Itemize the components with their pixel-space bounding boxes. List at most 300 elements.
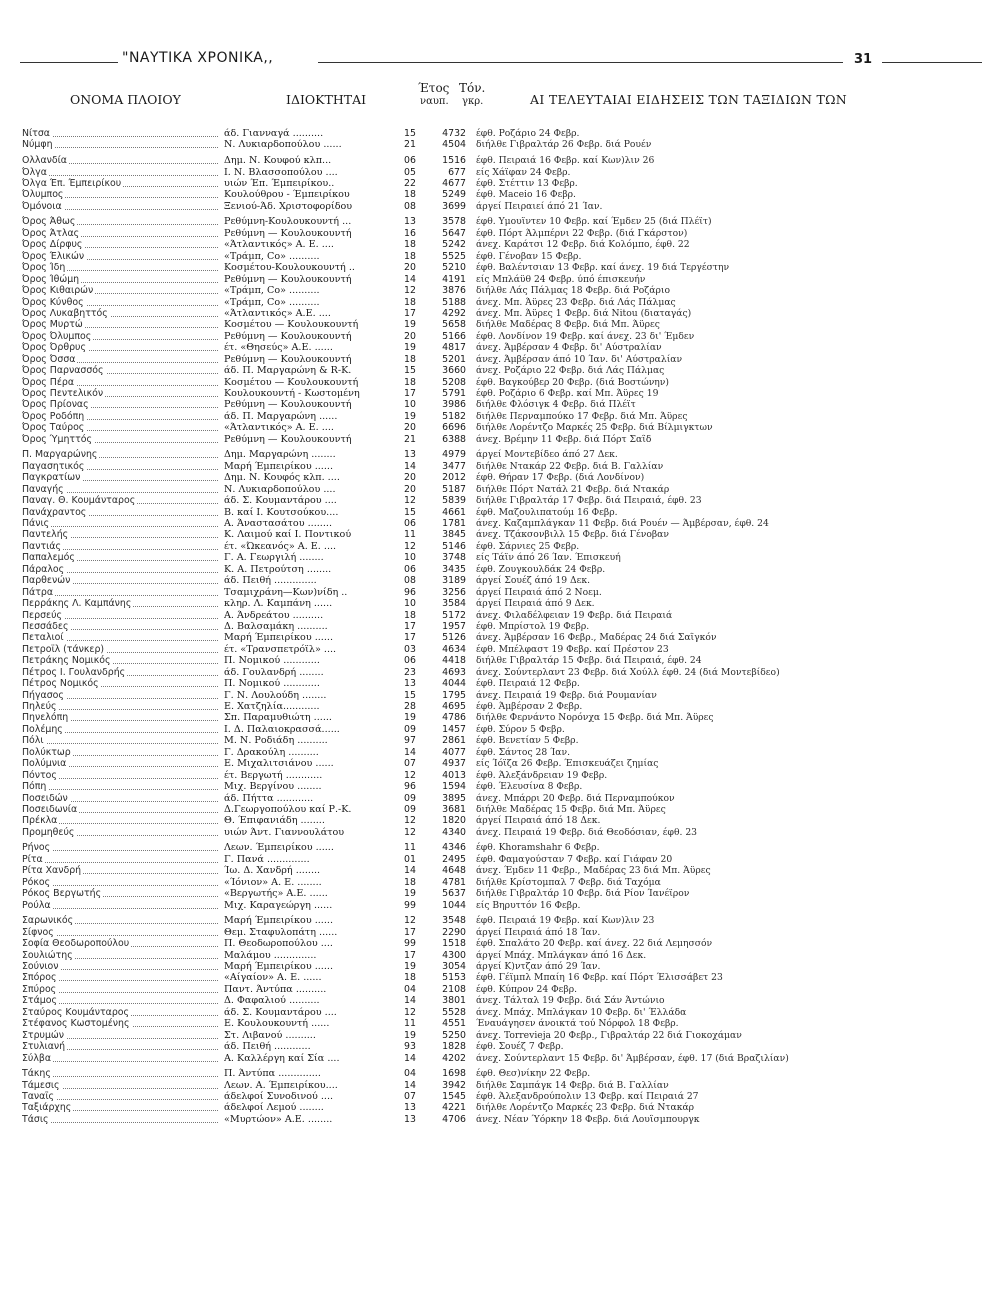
table-row	[22, 251, 982, 262]
ship-owner: Παντ. Άντύπα ..........	[224, 983, 327, 995]
ship-owner: «Τράμπ, Co» ..........	[224, 296, 320, 308]
voyage-news: διήλθε Πόρτ Νατάλ 21 Φεβρ. διά Ντακάρ	[476, 483, 670, 495]
letter-group	[22, 1068, 982, 1125]
gross-tons: 4346	[442, 842, 466, 854]
ship-owner: άδ. Γουλανδρή ........	[224, 666, 324, 678]
ship-name	[22, 365, 222, 376]
ship-owner: Ε. Μιχαλιτσιάνου ......	[224, 758, 334, 770]
build-year: 19	[404, 888, 416, 900]
ship-name	[22, 865, 222, 876]
gross-tons: 6696	[442, 422, 466, 434]
journal-title: "ΝΑΥΤΙΚΑ ΧΡΟΝΙΚΑ,,	[122, 50, 274, 66]
build-year: 06	[404, 518, 416, 529]
build-year: 14	[404, 746, 416, 758]
gross-tons: 5658	[442, 319, 466, 331]
build-year: 14	[404, 460, 416, 472]
table-row	[22, 495, 982, 506]
gross-tons: 5172	[442, 609, 466, 621]
voyage-news: έφθ. Έλευσίνα 8 Φεβρ.	[476, 781, 583, 793]
ship-name	[22, 495, 222, 506]
voyage-news: έφθ. Άλεξάνδρειαν 19 Φεβρ.	[476, 769, 608, 781]
build-year: 07	[404, 758, 416, 770]
gross-tons: 5188	[442, 296, 466, 308]
build-year: 13	[404, 216, 416, 228]
table-row	[22, 972, 982, 983]
ship-name	[22, 274, 222, 285]
gross-tons: 2495	[442, 853, 466, 865]
ship-owner: άδ. Π. Μαργαρώνη ......	[224, 410, 338, 422]
voyage-news: διήλθε Λάς Πάλμας 18 Φεβρ. διά Ροζάριο	[476, 285, 671, 297]
ship-owner: Π. Άντύπα ..............	[224, 1068, 321, 1080]
ship-name	[22, 1007, 222, 1018]
ship-name-text: Όρος Ύμηττός	[22, 433, 92, 445]
ship-owner: Ίω. Δ. Χανδρή ........	[224, 865, 321, 877]
table-row	[22, 735, 982, 746]
gross-tons: 4693	[442, 666, 466, 678]
table-row	[22, 927, 982, 938]
ship-owner: Ε. Χατζηλία............	[224, 701, 320, 712]
table-row	[22, 804, 982, 815]
ship-name	[22, 793, 222, 804]
ship-name	[22, 388, 222, 399]
gross-tons: 5791	[442, 388, 466, 399]
ship-name-text: Όρος Άθως	[22, 216, 76, 228]
voyage-news: έφθ. Φαμαγούσταν 7 Φεβρ. καί Γιάφαν 20	[476, 853, 673, 865]
table-column-headers	[22, 81, 982, 121]
build-year: 20	[404, 330, 416, 342]
gross-tons: 5126	[442, 632, 466, 644]
ship-owner: Θεμ. Σταφυλοπάτη ......	[224, 926, 338, 938]
voyage-news: άνεχ. Άμβέρσαν 4 Φεβρ. δι' Αύστραλίαν	[476, 342, 662, 354]
ship-name-text: Ταξιάρχης	[22, 1102, 72, 1114]
build-year: 12	[404, 540, 416, 552]
letter-group	[22, 216, 982, 445]
ship-owner: Ρεθύμνη-Κουλουκουντή ...	[224, 216, 352, 228]
build-year: 21	[404, 139, 416, 151]
ship-owner: Μ. Ν. Ροδιάδη ..........	[224, 735, 328, 747]
ship-name	[22, 712, 222, 723]
letter-group	[22, 915, 982, 1064]
table-row	[22, 1080, 982, 1091]
ship-owner: Λεων. Έμπειρίκου ......	[224, 842, 334, 854]
ship-name-text: Πάραλος	[22, 563, 65, 575]
ship-owner: άδ. Πειθή ............	[224, 1041, 311, 1053]
gross-tons: 3986	[442, 399, 466, 411]
table-row	[22, 1068, 982, 1079]
ship-name-text: Όμόνοια	[22, 200, 62, 212]
voyage-news: άνεχ. Άμβέρσαν άπό 10 Ίαν. δι' Αύστραλίαν	[476, 353, 683, 365]
ship-owner: έτ. «Ώκεανός» Α. Ε. ....	[224, 540, 337, 552]
table-row	[22, 877, 982, 888]
gross-tons: 3895	[442, 792, 466, 804]
letter-group	[22, 155, 982, 212]
voyage-news: άνεχ. Τζάκσονβιλλ 15 Φεβρ. διά Γένοβαν	[476, 529, 669, 541]
build-year: 08	[404, 575, 416, 587]
table-row	[22, 598, 982, 609]
voyage-news: άνεχ. Μπ. Άϋρες 23 Φεβρ. διά Λάς Πάλμας	[476, 296, 676, 308]
ship-name	[22, 621, 222, 632]
build-year: 10	[404, 552, 416, 564]
ship-name	[22, 972, 222, 983]
build-year: 14	[404, 865, 416, 877]
ship-owner: Π. Νομικού ............	[224, 678, 320, 690]
ship-name-text: Όρος Δίρφυς	[22, 239, 83, 251]
gross-tons: 1518	[442, 938, 466, 950]
ship-owner: έτ. Βεργωτή ............	[224, 769, 323, 781]
table-row	[22, 167, 982, 178]
ship-name-text: Ρούλα	[22, 899, 51, 911]
table-row	[22, 434, 982, 445]
build-year: 10	[404, 598, 416, 610]
ship-owner: «Άτλαντικός» Α.Ε. ....	[224, 307, 331, 319]
ship-owner: Ι. Δ. Παλαιοκρασσά......	[224, 723, 340, 735]
ship-owner: Λεων. Α. Έμπειρίκου....	[224, 1079, 338, 1091]
ship-name	[22, 297, 222, 308]
ship-owner: υιών Άντ. Γιαννουλάτου	[224, 826, 345, 838]
ship-name-text: Παντιάς	[22, 540, 61, 552]
ship-owner: «Άτλαντικός» Α. Ε. ....	[224, 239, 334, 251]
ship-name-text: Όρος Ταύρος	[22, 422, 85, 434]
ship-name-text: Όρος Ροδόπη	[22, 410, 85, 422]
table-row	[22, 938, 982, 949]
ship-owner: Ρεθύμνη — Κουλουκουντή	[224, 353, 352, 365]
ship-owner: Γ. Ν. Λουλούδη ........	[224, 689, 327, 701]
voyage-news: έφθ. Khoramshahr 6 Φεβρ.	[476, 842, 600, 854]
build-year: 21	[404, 433, 416, 445]
ship-name	[22, 541, 222, 552]
voyage-news: άνεχ. Σούντερλαντ 23 Φεβρ. διά Χούλλ έφθ. 24 (διά Μοντεβίδεο)	[476, 666, 780, 678]
ship-name	[22, 552, 222, 563]
voyage-news: έφθ. Άμβέρσαν 2 Φεβρ.	[476, 701, 583, 712]
voyage-news: διήλθε Λορέντζο Μαρκές 23 Φεβρ. διά Ντακάρ	[476, 1102, 695, 1114]
voyage-news: διήλθε Κρίστομπαλ 7 Φεβρ. διά Ταχόμα	[476, 876, 661, 888]
ship-name-text: Τάμεσις	[22, 1079, 60, 1091]
build-year: 18	[404, 296, 416, 308]
ship-name	[22, 128, 222, 139]
voyage-news: διήλθε Φλόσιγκ 4 Φεβρ. διά Πλέϊτ	[476, 399, 636, 411]
gross-tons: 1820	[442, 815, 466, 827]
voyage-news: έφθ. Πόρτ Άλμπέρνι 22 Φεβρ. (διά Γκάρστον)	[476, 227, 688, 239]
build-year: 20	[404, 472, 416, 484]
voyage-news: έφθ. Μαζουλιπατούμ 16 Φεβρ.	[476, 506, 618, 518]
ship-owner: Θ. Έπιφανιάδη ........	[224, 815, 325, 827]
build-year: 99	[404, 938, 416, 950]
voyage-news: έφθ. Θήραν 17 Φεβρ. (διά Λονδίνον)	[476, 472, 645, 484]
ship-owner: «Αίγαίον» Α. Ε. ......	[224, 972, 322, 984]
voyage-news: άργεί Πειραιά άπό 18 Δεκ.	[476, 815, 601, 827]
ship-name-text: Νύμφη	[22, 139, 53, 151]
voyage-news: είς Τάϊν άπό 26 Ίαν. Έπισκευή	[476, 552, 621, 564]
ship-name-text: Όρος Κιθαιρών	[22, 285, 94, 297]
ship-name-text: Παγασητικός	[22, 460, 85, 472]
gross-tons: 3256	[442, 586, 466, 598]
ship-name-text: Πεταλιοί	[22, 632, 64, 644]
build-year: 12	[404, 285, 416, 297]
table-row	[22, 541, 982, 552]
voyage-news: έφθ. Πειραιά 19 Φεβρ. καί Κων)λιν 23	[476, 915, 655, 927]
build-year: 17	[404, 620, 416, 632]
ship-name-text: Πεσσάδες	[22, 620, 69, 632]
gross-tons: 3548	[442, 915, 466, 927]
ship-owner: «Μυρτώον» Α.Ε. ........	[224, 1113, 333, 1125]
build-year: 14	[404, 273, 416, 285]
gross-tons: 1698	[442, 1068, 466, 1080]
table-row	[22, 178, 982, 189]
gross-tons: 5647	[442, 227, 466, 239]
ship-owner: Δ. Φαφαλιού ..........	[224, 995, 320, 1007]
table-row	[22, 388, 982, 399]
voyage-news: άνεχ. Μπ. Άϋρες 1 Φεβρ. διά Nitou (διαταγάς)	[476, 307, 692, 319]
build-year: 18	[404, 189, 416, 201]
voyage-news: Έναυάγησεν άνοικτά τού Νόρφολ 18 Φεβρ.	[476, 1018, 679, 1030]
gross-tons: 5637	[442, 888, 466, 900]
voyage-news: άνεχ. Πειραιά 19 Φεβρ. διά Θεοδόσιαν, έφθ. 23	[476, 826, 698, 838]
ship-owner: Γ. Πανά ..............	[224, 853, 310, 865]
ship-owner: Μαρή Έμπειρίκου ......	[224, 915, 333, 927]
ship-name	[22, 927, 222, 938]
ship-owner: Κουλούθρου - Έμπειρίκου	[224, 189, 350, 201]
ship-name-text: Πέτρος Νομικός	[22, 678, 99, 690]
ship-name-text: Πόλι	[22, 735, 44, 747]
gross-tons: 3845	[442, 529, 466, 541]
build-year: 18	[404, 376, 416, 388]
gross-tons: 3801	[442, 995, 466, 1007]
table-row	[22, 888, 982, 899]
dot-leader	[22, 167, 218, 176]
ship-owner: Γ. Α. Γεωργιλή ........	[224, 552, 324, 564]
ship-name	[22, 422, 222, 433]
table-row	[22, 827, 982, 838]
ship-owner: Μαλάμου ..............	[224, 949, 317, 961]
ship-owner: Ρεθύμνη — Κουλουκουντή	[224, 330, 352, 342]
ship-name	[22, 804, 222, 815]
table-row	[22, 610, 982, 621]
ship-owner: Ι. Ν. Βλασσοπούλου ....	[224, 166, 338, 178]
ship-name	[22, 724, 222, 735]
header-voyage-news: ΑΙ ΤΕΛΕΥΤΑΙΑΙ ΕΙΔΗΣΕΙΣ ΤΩΝ ΤΑΞΙΔΙΩΝ ΤΩΝ	[530, 92, 848, 107]
ship-owner: Κοσμέτου — Κουλουκουντή	[224, 376, 359, 388]
ship-name-text: Όρος Λυκαβηττός	[22, 307, 108, 319]
ship-name-text: Όρος Παρνασσός	[22, 365, 104, 377]
ship-owner: Π. Νομικού ............	[224, 655, 320, 667]
ship-owner: άδ. Σ. Κουμαντάρου ....	[224, 1006, 337, 1018]
gross-tons: 1594	[442, 781, 466, 793]
ship-name-text: Όρος Όσσα	[22, 353, 76, 365]
ship-name	[22, 770, 222, 781]
build-year: 96	[404, 586, 416, 598]
voyage-news: έφθ. Γένοβαν 15 Φεβρ.	[476, 250, 582, 262]
build-year: 12	[404, 769, 416, 781]
ship-owner: άδελφοί Λεμού ........	[224, 1102, 324, 1114]
build-year: 11	[404, 842, 416, 854]
gross-tons: 4786	[442, 712, 466, 724]
gross-tons: 5210	[442, 262, 466, 274]
ship-owner: «Τράμπ, Co» ..........	[224, 285, 320, 297]
table-row	[22, 228, 982, 239]
ship-owner: Κουλουκουντή - Κωστομένη	[224, 388, 360, 399]
gross-tons: 2108	[442, 983, 466, 995]
table-row	[22, 1041, 982, 1052]
build-year: 20	[404, 483, 416, 495]
ship-owner: Α. Άνδρεάτου ..........	[224, 609, 324, 621]
table-row	[22, 285, 982, 296]
gross-tons: 4202	[442, 1052, 466, 1064]
ship-name	[22, 189, 222, 200]
ship-owner: άδ. Π. Μαργαρώνη & R-K.	[224, 365, 352, 377]
ship-owner: Κοσμέτου — Κουλουκουντή	[224, 319, 359, 331]
build-year: 20	[404, 422, 416, 434]
gross-tons: 5153	[442, 972, 466, 984]
gross-tons: 3681	[442, 803, 466, 815]
ship-name	[22, 915, 222, 926]
ship-name	[22, 632, 222, 643]
voyage-news: διήλθε Γιβραλτάρ 15 Φεβρ. διά Πειραιά, έφθ. 24	[476, 655, 702, 667]
ship-name	[22, 251, 222, 262]
ship-name	[22, 285, 222, 296]
gross-tons: 3876	[442, 285, 466, 297]
ship-owner: Σπ. Παραμυθιώτη ......	[224, 712, 332, 724]
build-year: 28	[404, 701, 416, 712]
table-row	[22, 678, 982, 689]
ship-owner: Κ. Λαιμού καί Ι. Ποντικού	[224, 529, 352, 541]
build-year: 19	[404, 319, 416, 331]
gross-tons: 5187	[442, 483, 466, 495]
ship-name-text: Πανάχραντος	[22, 506, 87, 518]
table-row	[22, 984, 982, 995]
voyage-news: έφθ. Μπέλφαστ 19 Φεβρ. καί Πρέστον 23	[476, 643, 669, 655]
voyage-news: έφθ. Σύρον 5 Φεβρ.	[476, 723, 565, 735]
gross-tons: 3435	[442, 563, 466, 575]
table-row	[22, 411, 982, 422]
ship-owner: κληρ. Λ. Καμπάνη ......	[224, 598, 333, 610]
table-row	[22, 552, 982, 563]
gross-tons: 3054	[442, 961, 466, 972]
gross-tons: 5201	[442, 353, 466, 365]
table-row	[22, 701, 982, 712]
dot-leader	[22, 518, 218, 527]
gross-tons: 4191	[442, 273, 466, 285]
ship-name-text: Παρθενών	[22, 575, 71, 587]
ship-owner: έτ. «Θησεύς» Α.Ε. ......	[224, 342, 333, 354]
voyage-news: άργεί Πειραιά άπό 2 Νοεμ.	[476, 586, 602, 598]
gross-tons: 1516	[442, 155, 466, 167]
voyage-news: έφθ. Σπαλάτο 20 Φεβρ. καί άνεχ. 22 διά Λεμησσόν	[476, 938, 713, 950]
ship-owner: Δημ. Μαργαρώνη ........	[224, 449, 336, 461]
voyage-news: διήλθε Ντακάρ 22 Φεβρ. διά Β. Γαλλίαν	[476, 460, 664, 472]
ship-table	[22, 128, 982, 1130]
voyage-news: άνεχ. Τάλταλ 19 Φεβρ. διά Σάν Άντώνιο	[476, 995, 665, 1007]
table-row	[22, 1053, 982, 1064]
ship-name-text: Πηλεύς	[22, 701, 57, 712]
gross-tons: 4781	[442, 876, 466, 888]
ship-name	[22, 331, 222, 342]
voyage-news: άνεχ. Καράτσι 12 Φεβρ. διά Κολόμπο, έφθ. 22	[476, 239, 690, 251]
build-year: 12	[404, 826, 416, 838]
header-ship-name: ΟΝΟΜΑ ΠΛΟΙΟΥ	[70, 92, 181, 107]
build-year: 17	[404, 926, 416, 938]
ship-name	[22, 411, 222, 422]
build-year: 05	[404, 166, 416, 178]
voyage-news: έφθ. Σάντος 28 Ίαν.	[476, 746, 571, 758]
ship-name	[22, 587, 222, 598]
ship-name	[22, 827, 222, 838]
table-row	[22, 865, 982, 876]
table-row	[22, 201, 982, 212]
voyage-news: διήλθε Μαδέρας 15 Φεβρ. διά Μπ. Άϋρες	[476, 803, 666, 815]
dot-leader	[22, 1114, 218, 1123]
voyage-news: διήλθε Σαμπάγκ 14 Φεβρ. διά Β. Γαλλίαν	[476, 1079, 669, 1091]
table-row	[22, 377, 982, 388]
gross-tons: 3477	[442, 460, 466, 472]
ship-name-text: Ρήνος	[22, 842, 51, 854]
table-row	[22, 621, 982, 632]
ship-name-text: Όρος Έλικών	[22, 250, 85, 262]
build-year: 14	[404, 1079, 416, 1091]
build-year: 12	[404, 815, 416, 827]
gross-tons: 4551	[442, 1018, 466, 1030]
table-row	[22, 518, 982, 529]
ship-name	[22, 354, 222, 365]
voyage-news: έφθ. Κύπρον 24 Φεβρ.	[476, 983, 578, 995]
gross-tons: 5249	[442, 189, 466, 201]
gross-tons: 5166	[442, 330, 466, 342]
voyage-news: άνεχ. Πειραιά 19 Φεβρ. διά Ρουμανίαν	[476, 689, 657, 701]
ship-name	[22, 262, 222, 273]
build-year: 19	[404, 342, 416, 354]
ship-name-text: Σύλβα	[22, 1052, 52, 1064]
ship-name-text: Όρος Κύνθος	[22, 296, 84, 308]
ship-owner: Ρεθύμνη — Κουλουκουντή	[224, 433, 352, 445]
build-year: 18	[404, 250, 416, 262]
table-row	[22, 399, 982, 410]
gross-tons: 4221	[442, 1102, 466, 1114]
table-row	[22, 632, 982, 643]
ship-name	[22, 449, 222, 460]
header-year: Έτος	[418, 81, 450, 95]
gross-tons: 5208	[442, 376, 466, 388]
ship-name	[22, 735, 222, 746]
dot-leader	[22, 735, 218, 747]
ship-name	[22, 938, 222, 949]
ship-name	[22, 1053, 222, 1064]
voyage-news: διήλθε Γιβραλτάρ 17 Φεβρ. διά Πειραιά, έφθ. 23	[476, 495, 702, 507]
ship-name	[22, 815, 222, 826]
ship-owner: Κ. Α. Πετρούτση ........	[224, 563, 332, 575]
voyage-news: άνεχ. Torrevieja 20 Φεβρ., Γιβραλτάρ 22 διά Γιοκοχάμαν	[476, 1029, 742, 1041]
gross-tons: 4340	[442, 826, 466, 838]
ship-owner: Δημ. Ν. Κουφός κλπ. ....	[224, 472, 340, 484]
ship-name	[22, 529, 222, 540]
ship-name-text: Νίτσα	[22, 128, 50, 139]
ship-name	[22, 781, 222, 792]
voyage-news: έφθ. Βαγκούβερ 20 Φεβρ. (διά Βοστώνην)	[476, 376, 669, 388]
table-row	[22, 655, 982, 666]
build-year: 15	[404, 128, 416, 139]
table-row	[22, 308, 982, 319]
ship-name-text: Όλυμπος	[22, 189, 64, 201]
table-row	[22, 690, 982, 701]
gross-tons: 4937	[442, 758, 466, 770]
ship-name-text: Ρόκος Βεργωτής	[22, 888, 102, 900]
ship-name-text: Σουλιώτης	[22, 949, 73, 961]
ship-name-text: Στάμος	[22, 995, 57, 1007]
table-row	[22, 461, 982, 472]
voyage-news: άνεχ. Καζαμπλάγκαν 11 Φεβρ. διά Ρουέν — Άμβέρσαν, έφθ. 24	[476, 518, 769, 529]
gross-tons: 4695	[442, 701, 466, 712]
table-row	[22, 1091, 982, 1102]
voyage-news: είς Ίόϊζα 26 Φεβρ. Έπισκευάζει ζημίας	[476, 758, 659, 770]
voyage-news: διήλθε Φερνάντο Νορόνχα 15 Φεβρ. διά Μπ. Άϋρες	[476, 712, 714, 724]
